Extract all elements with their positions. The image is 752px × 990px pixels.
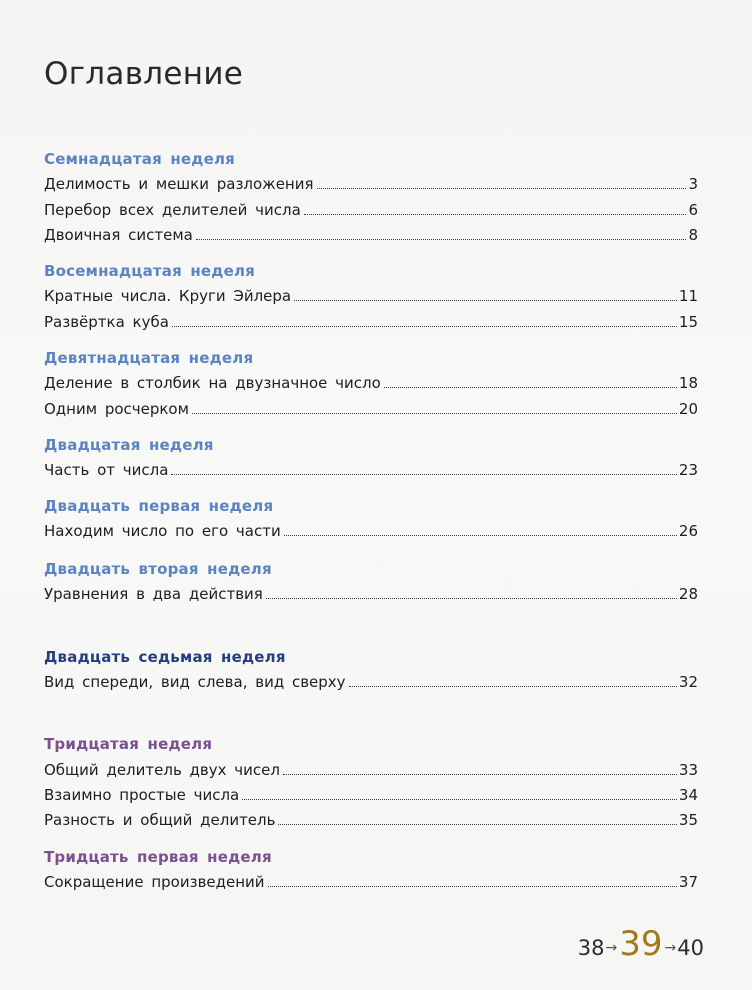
section-heading: Двадцать первая неделя	[44, 497, 274, 515]
toc-entry-page: 15	[678, 313, 698, 331]
toc-entry[interactable]	[44, 457, 698, 479]
section-heading: Двадцать седьмая неделя	[44, 648, 286, 666]
prev-page-number[interactable]: 38	[577, 936, 605, 960]
dot-leader	[304, 214, 687, 215]
toc-entry[interactable]	[44, 782, 698, 804]
toc-entry-page: 18	[678, 374, 698, 392]
dot-leader	[294, 300, 677, 301]
toc-entry[interactable]	[44, 222, 698, 244]
toc-entry-page: 3	[688, 175, 698, 193]
toc-entry-title: Кратные числа. Круги Эйлера	[44, 287, 292, 305]
dot-leader	[172, 326, 677, 327]
dot-leader	[242, 799, 677, 800]
toc-entry[interactable]	[44, 283, 698, 305]
toc-entry-title: Общий делитель двух чисел	[44, 761, 280, 779]
section-heading: Двадцать вторая неделя	[44, 560, 272, 578]
arrow-right-icon: →	[664, 940, 677, 956]
toc-entry-page: 35	[678, 811, 698, 829]
toc-entry-title: Часть от числа	[44, 461, 169, 479]
toc-entry-title: Двоичная система	[44, 226, 193, 244]
dot-leader	[284, 535, 677, 536]
toc-entry-title: Разность и общий делитель	[44, 811, 276, 829]
toc-entry-title: Одним росчерком	[44, 400, 189, 418]
current-page-number: 39	[619, 924, 663, 964]
toc-entry[interactable]	[44, 669, 698, 691]
toc-entry-title: Перебор всех делителей числа	[44, 201, 301, 219]
dot-leader	[283, 774, 677, 775]
section-heading: Семнадцатая неделя	[44, 150, 235, 168]
dot-leader	[196, 239, 687, 240]
section-heading: Двадцатая неделя	[44, 436, 214, 454]
next-page-number[interactable]: 40	[677, 936, 704, 960]
toc-entry-title: Находим число по его части	[44, 522, 281, 540]
dot-leader	[171, 474, 677, 475]
toc-entry[interactable]	[44, 581, 698, 603]
page-navigation	[578, 924, 704, 964]
toc-entry-page: 34	[678, 786, 698, 804]
toc-entry[interactable]	[44, 869, 698, 891]
toc-entry-title: Взаимно простые числа	[44, 786, 240, 804]
toc-entry[interactable]	[44, 518, 698, 540]
toc-entry-title: Сокращение произведений	[44, 873, 265, 891]
toc-entry[interactable]	[44, 309, 698, 331]
dot-leader	[266, 598, 677, 599]
toc-entry-page: 33	[678, 761, 698, 779]
toc-entry-page: 32	[678, 673, 698, 691]
section-heading: Тридцатая неделя	[44, 735, 213, 753]
dot-leader	[278, 824, 676, 825]
dot-leader	[268, 886, 677, 887]
section-heading: Восемнадцатая неделя	[44, 262, 256, 280]
toc-entry[interactable]	[44, 757, 698, 779]
toc-entry-page: 6	[688, 201, 698, 219]
dot-leader	[317, 188, 687, 189]
toc-entry[interactable]	[44, 197, 698, 219]
toc-entry[interactable]	[44, 171, 698, 193]
page-title: Оглавление	[44, 56, 244, 92]
toc-entry-page: 26	[678, 522, 698, 540]
toc-entry-title: Деление в столбик на двузначное число	[44, 374, 381, 392]
dot-leader	[349, 686, 677, 687]
toc-entry-page: 20	[678, 400, 698, 418]
arrow-right-icon: →	[605, 940, 618, 956]
section-heading: Девятнадцатая неделя	[44, 349, 254, 367]
toc-entry-page: 28	[678, 585, 698, 603]
section-heading: Тридцать первая неделя	[44, 848, 272, 866]
toc-entry-title: Уравнения в два действия	[44, 585, 263, 603]
toc-entry-page: 11	[678, 287, 698, 305]
toc-entry[interactable]	[44, 396, 698, 418]
toc-entry-title: Делимость и мешки разложения	[44, 175, 314, 193]
toc-entry[interactable]	[44, 370, 698, 392]
dot-leader	[192, 413, 677, 414]
toc-entry-title: Развёртка куба	[44, 313, 169, 331]
toc-entry-page: 37	[678, 873, 698, 891]
toc-entry[interactable]	[44, 807, 698, 829]
toc-entry-page: 23	[678, 461, 698, 479]
toc-entry-page: 8	[688, 226, 698, 244]
toc-entry-title: Вид спереди, вид слева, вид сверху	[44, 673, 346, 691]
dot-leader	[384, 387, 677, 388]
